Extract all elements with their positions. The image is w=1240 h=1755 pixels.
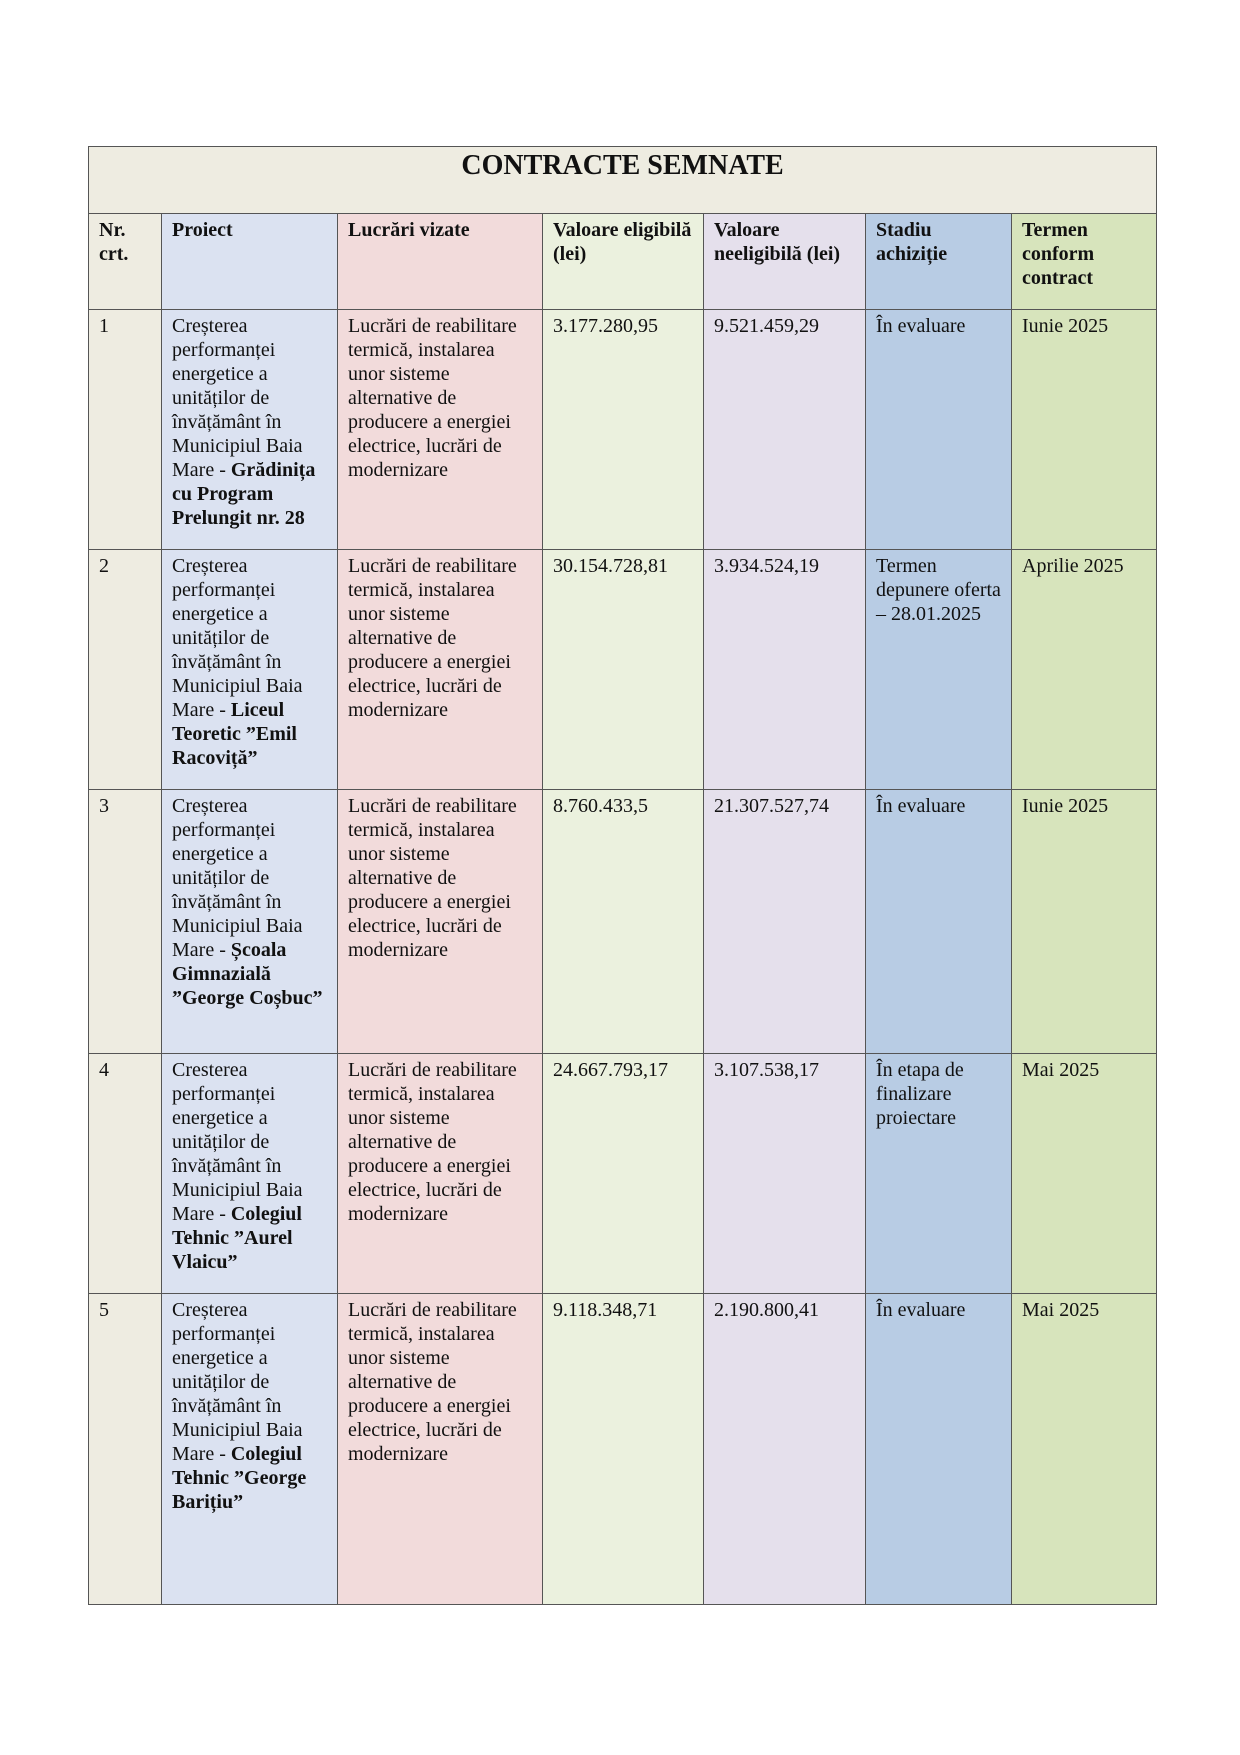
cell-neeligibila: 9.521.459,29 — [704, 310, 866, 550]
header-nr: Nr. crt. — [89, 214, 162, 310]
contracts-table — [88, 146, 1157, 1605]
cell-neeligibila: 2.190.800,41 — [704, 1294, 866, 1605]
cell-proiect — [162, 790, 338, 1054]
project-description: Creșterea performanței energetice a unităților de învățământ în Municipiul Baia Mare - — [172, 555, 303, 721]
table-row — [89, 310, 1157, 550]
cell-nr: 5 — [89, 1294, 162, 1605]
project-name: Liceul Teoretic ”Emil Racoviță” — [172, 699, 297, 769]
cell-eligibila: 9.118.348,71 — [543, 1294, 704, 1605]
cell-stadiu: În evaluare — [866, 790, 1012, 1054]
table-row — [89, 790, 1157, 1054]
header-stadiu: Stadiu achiziție — [866, 214, 1012, 310]
cell-neeligibila: 3.107.538,17 — [704, 1054, 866, 1294]
cell-nr: 2 — [89, 550, 162, 790]
cell-lucrari: Lucrări de reabilitare termică, instalarea unor sisteme alternative de producere a energiei electrice, lucrări de modernizare — [338, 1294, 543, 1605]
cell-proiect — [162, 550, 338, 790]
cell-eligibila: 8.760.433,5 — [543, 790, 704, 1054]
cell-lucrari: Lucrări de reabilitare termică, instalarea unor sisteme alternative de producere a energiei electrice, lucrări de modernizare — [338, 310, 543, 550]
header-termen: Termen conform contract — [1012, 214, 1157, 310]
cell-eligibila: 30.154.728,81 — [543, 550, 704, 790]
header-row — [89, 214, 1157, 310]
cell-proiect — [162, 1294, 338, 1605]
cell-termen: Mai 2025 — [1012, 1054, 1157, 1294]
project-name: Școala Gimnazială ”George Coșbuc” — [172, 939, 323, 1009]
cell-nr: 3 — [89, 790, 162, 1054]
table-row — [89, 1054, 1157, 1294]
cell-lucrari: Lucrări de reabilitare termică, instalarea unor sisteme alternative de producere a energiei electrice, lucrări de modernizare — [338, 1054, 543, 1294]
cell-eligibila: 3.177.280,95 — [543, 310, 704, 550]
cell-termen: Aprilie 2025 — [1012, 550, 1157, 790]
table-title: CONTRACTE SEMNATE — [89, 147, 1157, 214]
table-row — [89, 1294, 1157, 1605]
project-name: Colegiul Tehnic ”Aurel Vlaicu” — [172, 1203, 302, 1273]
header-neeligibila: Valoare neeligibilă (lei) — [704, 214, 866, 310]
cell-stadiu: În etapa de finalizare proiectare — [866, 1054, 1012, 1294]
project-description: Cresterea performanței energetice a unităților de învățământ în Municipiul Baia Mare - — [172, 1059, 303, 1225]
cell-nr: 1 — [89, 310, 162, 550]
cell-stadiu: Termen depunere oferta – 28.01.2025 — [866, 550, 1012, 790]
cell-neeligibila: 3.934.524,19 — [704, 550, 866, 790]
header-lucrari: Lucrări vizate — [338, 214, 543, 310]
cell-termen: Iunie 2025 — [1012, 790, 1157, 1054]
cell-stadiu: În evaluare — [866, 1294, 1012, 1605]
header-eligibila: Valoare eligibilă (lei) — [543, 214, 704, 310]
project-name: Grădinița cu Program Prelungit nr. 28 — [172, 459, 316, 529]
header-proiect: Proiect — [162, 214, 338, 310]
project-description: Creșterea performanței energetice a unităților de învățământ în Municipiul Baia Mare - — [172, 1299, 303, 1465]
table-row — [89, 550, 1157, 790]
cell-termen: Mai 2025 — [1012, 1294, 1157, 1605]
project-description: Creșterea performanței energetice a unităților de învățământ în Municipiul Baia Mare - — [172, 795, 303, 961]
cell-neeligibila: 21.307.527,74 — [704, 790, 866, 1054]
cell-eligibila: 24.667.793,17 — [543, 1054, 704, 1294]
project-name: Colegiul Tehnic ”George Barițiu” — [172, 1443, 307, 1513]
cell-lucrari: Lucrări de reabilitare termică, instalarea unor sisteme alternative de producere a energiei electrice, lucrări de modernizare — [338, 550, 543, 790]
cell-lucrari: Lucrări de reabilitare termică, instalarea unor sisteme alternative de producere a energiei electrice, lucrări de modernizare — [338, 790, 543, 1054]
cell-stadiu: În evaluare — [866, 310, 1012, 550]
project-description: Creșterea performanței energetice a unităților de învățământ în Municipiul Baia Mare - — [172, 315, 303, 481]
cell-termen: Iunie 2025 — [1012, 310, 1157, 550]
cell-nr: 4 — [89, 1054, 162, 1294]
cell-proiect — [162, 310, 338, 550]
cell-proiect — [162, 1054, 338, 1294]
